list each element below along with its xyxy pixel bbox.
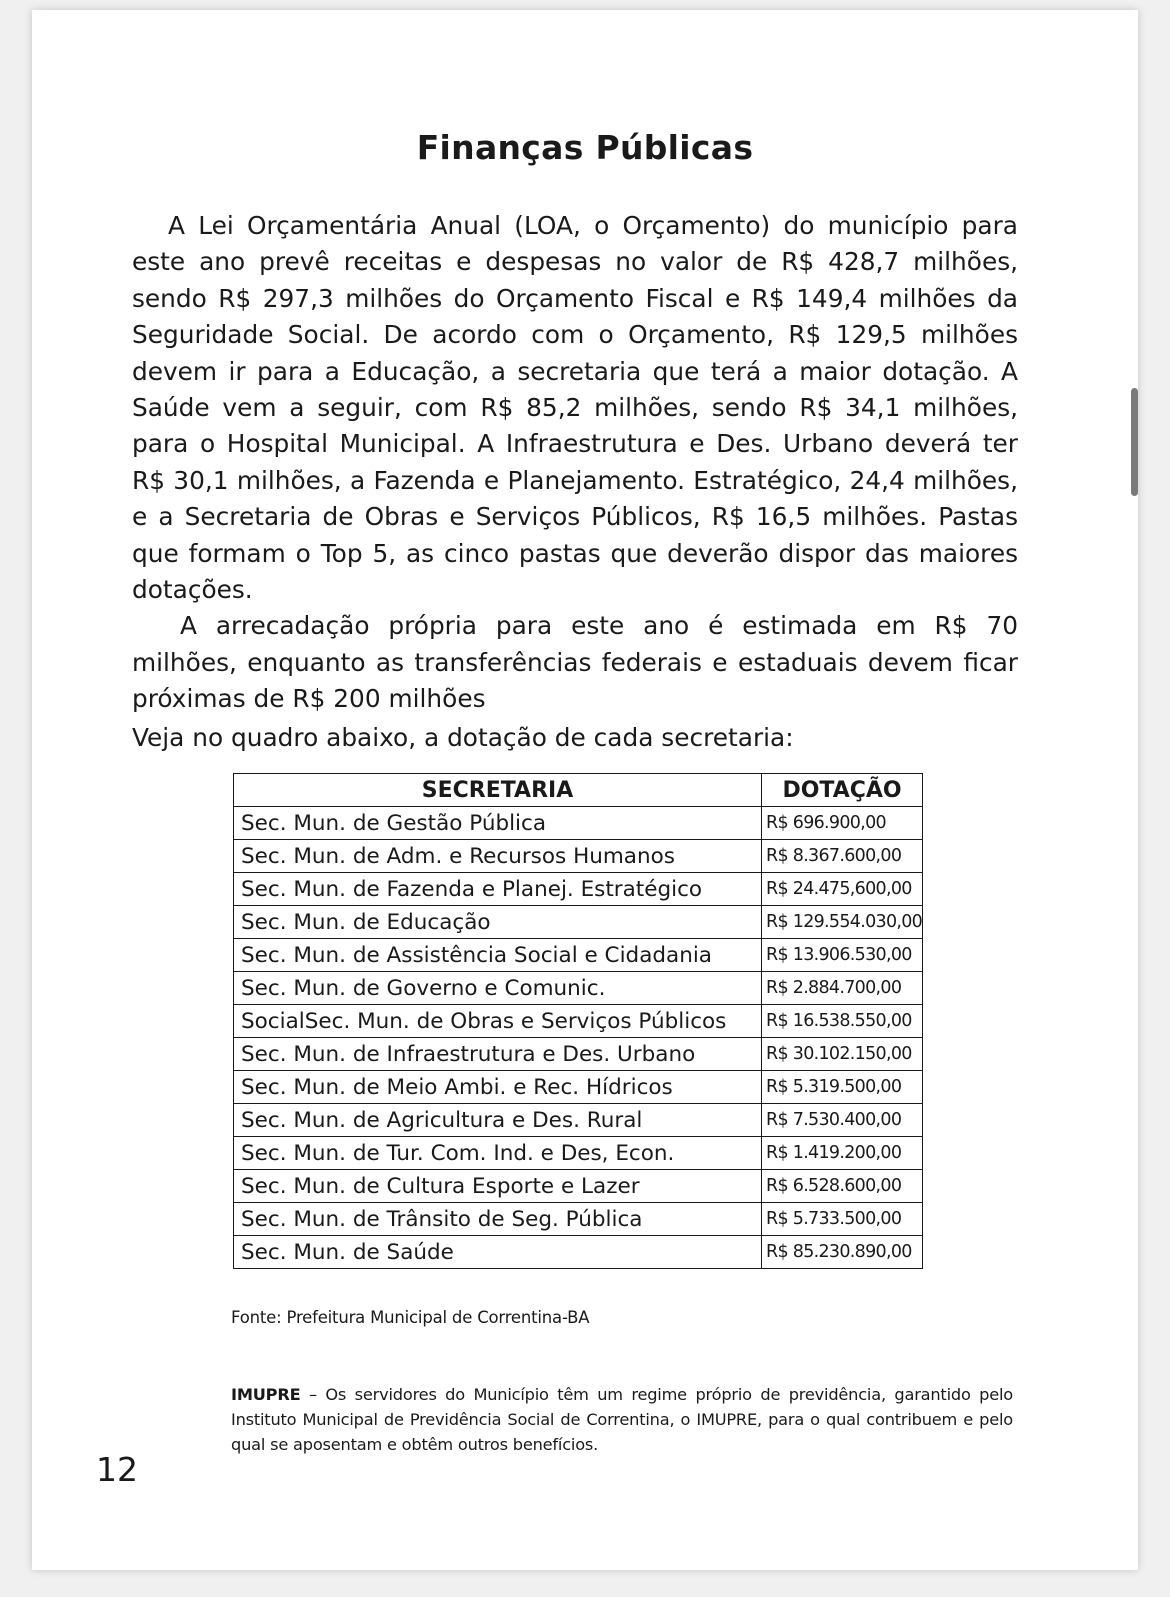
table-row (234, 906, 923, 939)
budget-table (233, 773, 923, 1269)
dotacao-cell: R$ 6.528.600,00 (762, 1170, 923, 1203)
secretaria-cell: Sec. Mun. de Tur. Com. Ind. e Des, Econ. (234, 1137, 762, 1170)
dotacao-cell: R$ 16.538.550,00 (762, 1005, 923, 1038)
secretaria-cell: Sec. Mun. de Governo e Comunic. (234, 972, 762, 1005)
secretaria-cell: Sec. Mun. de Trânsito de Seg. Pública (234, 1203, 762, 1236)
dotacao-cell: R$ 7.530.400,00 (762, 1104, 923, 1137)
secretaria-cell: Sec. Mun. de Educação (234, 906, 762, 939)
vertical-scrollbar[interactable] (1131, 388, 1138, 496)
secretaria-cell: Sec. Mun. de Cultura Esporte e Lazer (234, 1170, 762, 1203)
secretaria-cell: Sec. Mun. de Agricultura e Des. Rural (234, 1104, 762, 1137)
table-row (234, 1005, 923, 1038)
table-intro: Veja no quadro abaixo, a dotação de cada secretaria: (132, 723, 794, 752)
dotacao-cell: R$ 30.102.150,00 (762, 1038, 923, 1071)
imupre-note (231, 1382, 1013, 1457)
table-row (234, 1071, 923, 1104)
page-title: Finanças Públicas (416, 128, 754, 167)
table-row (234, 1137, 923, 1170)
dotacao-cell: R$ 8.367.600,00 (762, 840, 923, 873)
table-row (234, 840, 923, 873)
dotacao-cell: R$ 5.733.500,00 (762, 1203, 923, 1236)
header-dotacao: DOTAÇÃO (762, 774, 923, 807)
secretaria-cell: Sec. Mun. de Gestão Pública (234, 807, 762, 840)
table-row (234, 1236, 923, 1269)
document-page (32, 10, 1138, 1570)
paragraph-1: A Lei Orçamentária Anual (LOA, o Orçamento) do município para este ano prevê receitas e despesas no valor de R$ 428,7 milhões, sendo R$ 297,3 milhões do Orçamento Fiscal e R$ 149,4 milhões da Seguridade Social. De acordo com o Orçamento, R$ 129,5 milhões devem ir para a Educação, a secretaria que terá a maior dotação. A Saúde vem a seguir, com R$ 85,2 milhões, sendo R$ 34,1 milhões, para o Hospital Municipal. A Infraestrutura e Des. Urbano deverá ter R$ 30,1 milhões, a Fazenda e Planejamento. Estratégico, 24,4 milhões, e a Secretaria de Obras e Serviços Públicos, R$ 16,5 milhões. Pastas que formam o Top 5, as cinco pastas que deverão dispor das maiores dotações. (132, 211, 1018, 605)
dotacao-cell: R$ 2.884.700,00 (762, 972, 923, 1005)
dotacao-cell: R$ 696.900,00 (762, 807, 923, 840)
table-row (234, 972, 923, 1005)
secretaria-cell: Sec. Mun. de Infraestrutura e Des. Urbano (234, 1038, 762, 1071)
body-text (132, 208, 1018, 718)
table-source: Fonte: Prefeitura Municipal de Correntina-BA (231, 1308, 590, 1327)
table-row (234, 1203, 923, 1236)
page-number: 12 (96, 1450, 138, 1489)
dotacao-cell: R$ 5.319.500,00 (762, 1071, 923, 1104)
note-text: – Os servidores do Município têm um regime próprio de previdência, garantido pelo Instituto Municipal de Previdência Social de Correntina, o IMUPRE, para o qual contribuem e pelo qual se aposentam e obtêm outros benefícios. (231, 1385, 1013, 1454)
dotacao-cell: R$ 85.230.890,00 (762, 1236, 923, 1269)
table-row (234, 873, 923, 906)
dotacao-cell: R$ 13.906.530,00 (762, 939, 923, 972)
table-row (234, 807, 923, 840)
secretaria-cell: Sec. Mun. de Adm. e Recursos Humanos (234, 840, 762, 873)
dotacao-cell: R$ 1.419.200,00 (762, 1137, 923, 1170)
secretaria-cell: Sec. Mun. de Meio Ambi. e Rec. Hídricos (234, 1071, 762, 1104)
header-secretaria: SECRETARIA (234, 774, 762, 807)
dotacao-cell: R$ 24.475,600,00 (762, 873, 923, 906)
secretaria-cell: SocialSec. Mun. de Obras e Serviços Públicos (234, 1005, 762, 1038)
table-row (234, 1038, 923, 1071)
table-row (234, 939, 923, 972)
table-header-row (234, 774, 923, 807)
secretaria-cell: Sec. Mun. de Assistência Social e Cidadania (234, 939, 762, 972)
secretaria-cell: Sec. Mun. de Fazenda e Planej. Estratégico (234, 873, 762, 906)
note-label: IMUPRE (231, 1385, 301, 1404)
table-row (234, 1170, 923, 1203)
secretaria-cell: Sec. Mun. de Saúde (234, 1236, 762, 1269)
table-row (234, 1104, 923, 1137)
paragraph-2: A arrecadação própria para este ano é estimada em R$ 70 milhões, enquanto as transferências federais e estaduais devem ficar próximas de R$ 200 milhões (132, 611, 1018, 714)
dotacao-cell: R$ 129.554.030,00 (762, 906, 923, 939)
